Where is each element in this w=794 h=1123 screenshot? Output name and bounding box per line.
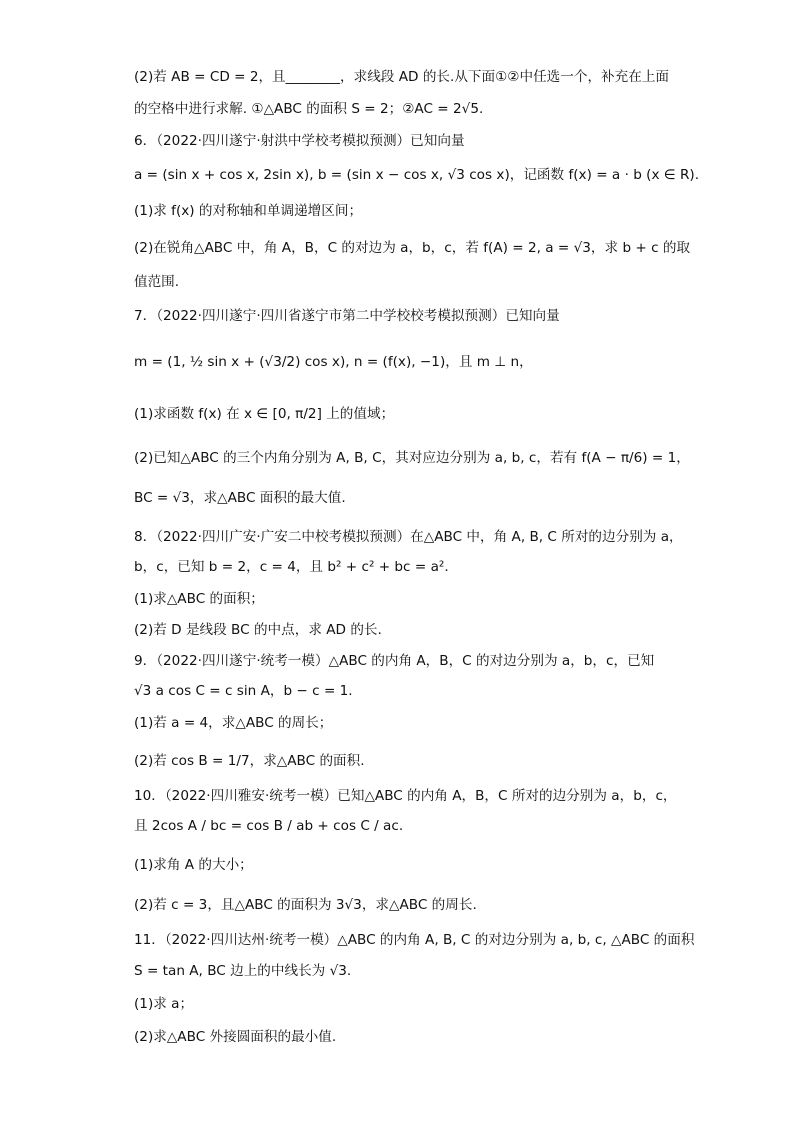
problem-7-part2-line2: BC = √3，求△ABC 面积的最大值. bbox=[134, 490, 346, 506]
problem-7-part2-line1: (2)已知△ABC 的三个内角分别为 A, B, C，其对应边分别为 a, b, c，若有 f(A − π/6) = 1， bbox=[134, 450, 690, 466]
problem-9-part1: (1)若 a = 4，求△ABC 的周长； bbox=[134, 715, 333, 731]
problem-11-part1: (1)求 a； bbox=[134, 996, 194, 1012]
problem-9-part2: (2)若 cos B = 1/7，求△ABC 的面积. bbox=[134, 753, 365, 769]
problem-9-given: √3 a cos C = c sin A，b − c = 1. bbox=[134, 683, 353, 699]
problem-6-part2-line1: (2)在锐角△ABC 中，角 A，B，C 的对边为 a，b，c，若 f(A) = 2, a = √3，求 b + c 的取 bbox=[134, 240, 691, 256]
problem-9-heading: 9．（2022·四川遂宁·统考一模）△ABC 的内角 A，B，C 的对边分别为 a，b，c，已知 bbox=[134, 653, 655, 669]
problem-7-vectors: m = (1, ½ sin x + (√3/2) cos x), n = (f(x), −1)，且 m ⊥ n， bbox=[134, 354, 533, 370]
problem-10-given: 且 2cos A / bc = cos B / ab + cos C / ac. bbox=[134, 818, 404, 834]
problem-8-part1: (1)求△ABC 的面积； bbox=[134, 591, 264, 607]
problem-6-part2-line2: 值范围. bbox=[134, 274, 180, 290]
problem-8-part2: (2)若 D 是线段 BC 的中点，求 AD 的长. bbox=[134, 622, 382, 638]
problem-7-part1: (1)求函数 f(x) 在 x ∈ [0, π/2] 上的值域； bbox=[134, 406, 395, 422]
problem-8-given: b，c，已知 b = 2，c = 4，且 b² + c² + bc = a². bbox=[134, 559, 449, 575]
problem-11-part2: (2)求△ABC 外接圆面积的最小值. bbox=[134, 1029, 337, 1045]
problem-8-heading: 8．（2022·四川广安·广安二中校考模拟预测）在△ABC 中，角 A, B, C 所对的边分别为 a， bbox=[134, 529, 683, 545]
problem-11-given: S = tan A, BC 边上的中线长为 √3. bbox=[134, 963, 352, 979]
problem-5-part2-line2: 的空格中进行求解. ①△ABC 的面积 S = 2；②AC = 2√5. bbox=[134, 101, 484, 117]
problem-6-part1: (1)求 f(x) 的对称轴和单调递增区间； bbox=[134, 203, 363, 219]
problem-7-heading: 7．（2022·四川遂宁·四川省遂宁市第二中学校校考模拟预测）已知向量 bbox=[134, 308, 560, 324]
problem-11-heading: 11．（2022·四川达州·统考一模）△ABC 的内角 A, B, C 的对边分别为 a, b, c, △ABC 的面积 bbox=[134, 932, 695, 948]
problem-10-heading: 10．（2022·四川雅安·统考一模）已知△ABC 的内角 A，B，C 所对的边分别为 a，b，c， bbox=[134, 788, 677, 804]
problem-10-part2: (2)若 c = 3，且△ABC 的面积为 3√3，求△ABC 的周长. bbox=[134, 897, 477, 913]
problem-6-vectors: a = (sin x + cos x, 2sin x), b = (sin x − cos x, √3 cos x)，记函数 f(x) = a · b (x ∈ R). bbox=[134, 167, 700, 183]
problem-10-part1: (1)求角 A 的大小； bbox=[134, 857, 253, 873]
problem-6-heading: 6．（2022·四川遂宁·射洪中学校考模拟预测）已知向量 bbox=[134, 133, 465, 149]
problem-5-part2-line1: (2)若 AB = CD = 2，且________，求线段 AD 的长.从下面①②中任选一个，补充在上面 bbox=[134, 69, 670, 85]
